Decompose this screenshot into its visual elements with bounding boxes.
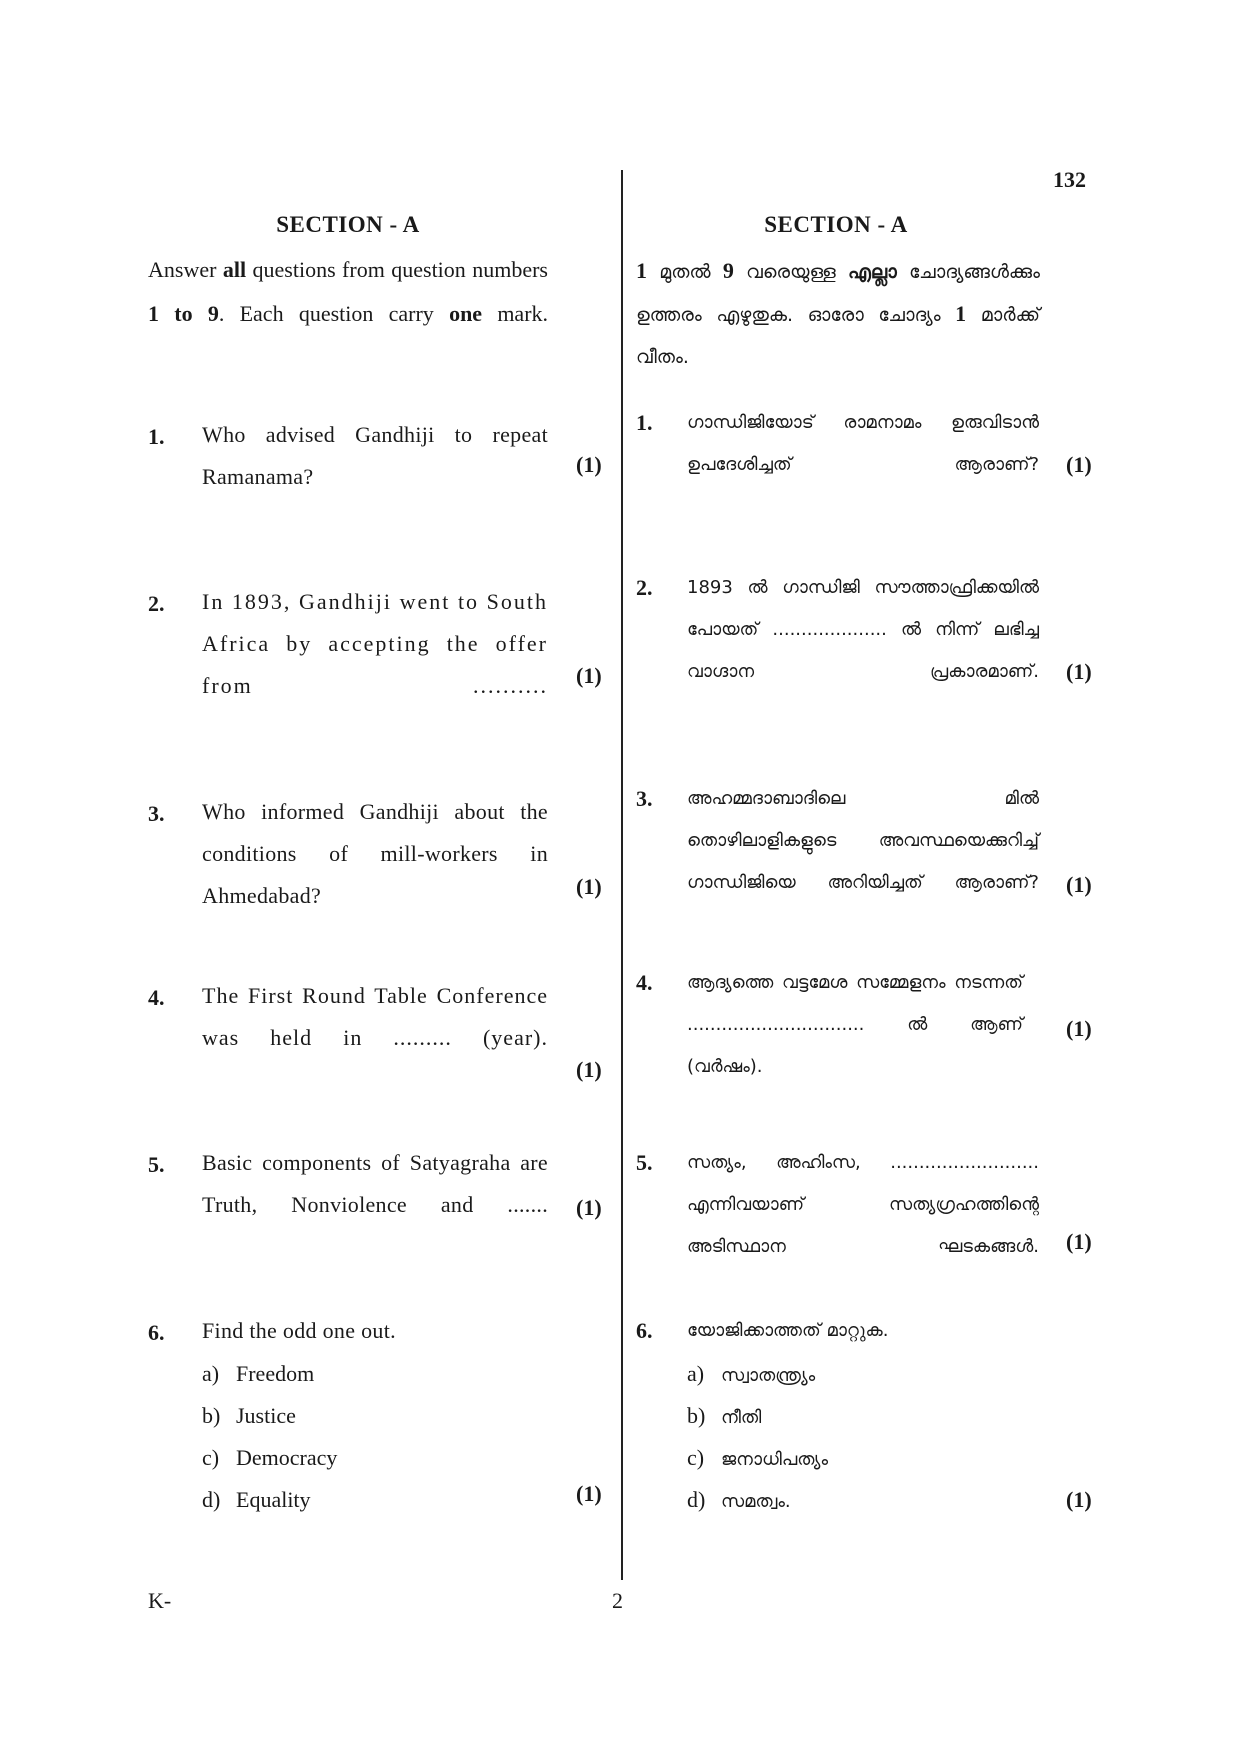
question-number-ml-6: 6.: [636, 1318, 653, 1343]
question-mark-en-2: (1): [576, 663, 602, 688]
section-title-en: SECTION - A: [276, 212, 420, 237]
question-mark-en-4: (1): [576, 1057, 602, 1082]
column-divider: [621, 170, 623, 1580]
question-mark-ml-5: (1): [1066, 1229, 1092, 1254]
option-en-b: b) Justice: [202, 1403, 296, 1428]
option-ml-d: d) സമത്വം.: [687, 1487, 791, 1512]
page-number: 2: [612, 1588, 623, 1613]
question-text-ml-6: യോജിക്കാത്തത് മാറ്റുക.: [687, 1320, 889, 1341]
question-text-en-4: The First Round Table Conference was held in ......... (year).: [202, 983, 548, 1050]
question-number-en-4: 4.: [148, 985, 165, 1010]
question-mark-en-1: (1): [576, 452, 602, 477]
question-text-en-2: In 1893, Gandhiji went to South Africa by accepting the offer from ..........: [202, 589, 548, 698]
page-code: 132: [1053, 167, 1086, 192]
question-number-ml-4: 4.: [636, 970, 653, 995]
question-mark-en-3: (1): [576, 874, 602, 899]
instructions-en: Answer all questions from question numbers 1 to 9. Each question carry one mark.: [148, 257, 549, 326]
question-text-en-3: Who informed Gandhiji about the conditions of mill-workers in Ahmedabad?: [202, 799, 548, 908]
question-text-ml-4: ആദ്യത്തെ വട്ടമേശ സമ്മേളനം നടന്നത് ............................... ൽ ആണ് (വർഷം).: [687, 972, 1023, 1077]
question-text-ml-1: ഗാന്ധിജിയോട് രാമനാമം ഉരുവിടാൻ ഉപദേശിച്ചത് ആരാണ്?: [687, 412, 1039, 475]
option-en-d: d) Equality: [202, 1487, 311, 1512]
section-title-ml: SECTION - A: [764, 212, 908, 237]
option-en-c: c) Democracy: [202, 1445, 338, 1470]
footer-code: K-: [148, 1588, 172, 1613]
question-mark-ml-1: (1): [1066, 452, 1092, 477]
question-number-ml-1: 1.: [636, 410, 653, 435]
question-text-ml-5: സത്യം, അഹിംസ, .......................... എന്നിവയാണ് സത്യഗ്രഹത്തിന്റെ അടിസ്ഥാന ഘടകങ്ങൾ.: [687, 1152, 1039, 1257]
question-number-en-3: 3.: [148, 801, 165, 826]
question-text-en-6: Find the odd one out.: [202, 1318, 396, 1343]
instructions-ml: 1 മുതൽ 9 വരെയുള്ള എല്ലാ ചോദ്യങ്ങൾക്കും ഉത്തരം എഴുതുക. ഓരോ ചോദ്യം 1 മാർക്ക് വീതം.: [636, 258, 1041, 368]
question-mark-en-6: (1): [576, 1481, 602, 1506]
question-mark-ml-2: (1): [1066, 659, 1092, 684]
question-number-en-1: 1.: [148, 424, 165, 449]
option-ml-b: b) നീതി: [687, 1403, 762, 1428]
question-text-ml-2: 1893 ൽ ഗാന്ധിജി സൗത്താഫ്രിക്കയിൽ പോയത് .................... ൽ നിന്ന് ലഭിച്ച വാഗ്ദാന പ്രകാരമാണ്.: [687, 577, 1039, 682]
question-number-ml-2: 2.: [636, 575, 653, 600]
question-number-en-2: 2.: [148, 591, 165, 616]
option-en-a: a) Freedom: [202, 1361, 315, 1386]
question-text-ml-3: അഹമ്മദാബാദിലെ മിൽ തൊഴിലാളികളുടെ അവസ്ഥയെക്കുറിച്ച് ഗാന്ധിജിയെ അറിയിച്ചത് ആരാണ്?: [687, 788, 1039, 893]
question-mark-ml-3: (1): [1066, 872, 1092, 897]
question-number-en-5: 5.: [148, 1152, 165, 1177]
option-ml-c: c) ജനാധിപത്യം: [687, 1445, 828, 1470]
question-mark-en-5: (1): [576, 1195, 602, 1220]
question-text-en-1: Who advised Gandhiji to repeat Ramanama?: [202, 422, 548, 489]
question-number-ml-3: 3.: [636, 786, 653, 811]
question-text-en-5: Basic components of Satyagraha are Truth, Nonviolence and .......: [202, 1150, 548, 1217]
option-ml-a: a) സ്വാതന്ത്ര്യം: [687, 1361, 816, 1386]
question-mark-ml-4: (1): [1066, 1016, 1092, 1041]
question-number-ml-5: 5.: [636, 1150, 653, 1175]
question-number-en-6: 6.: [148, 1320, 165, 1345]
question-mark-ml-6: (1): [1066, 1487, 1092, 1512]
